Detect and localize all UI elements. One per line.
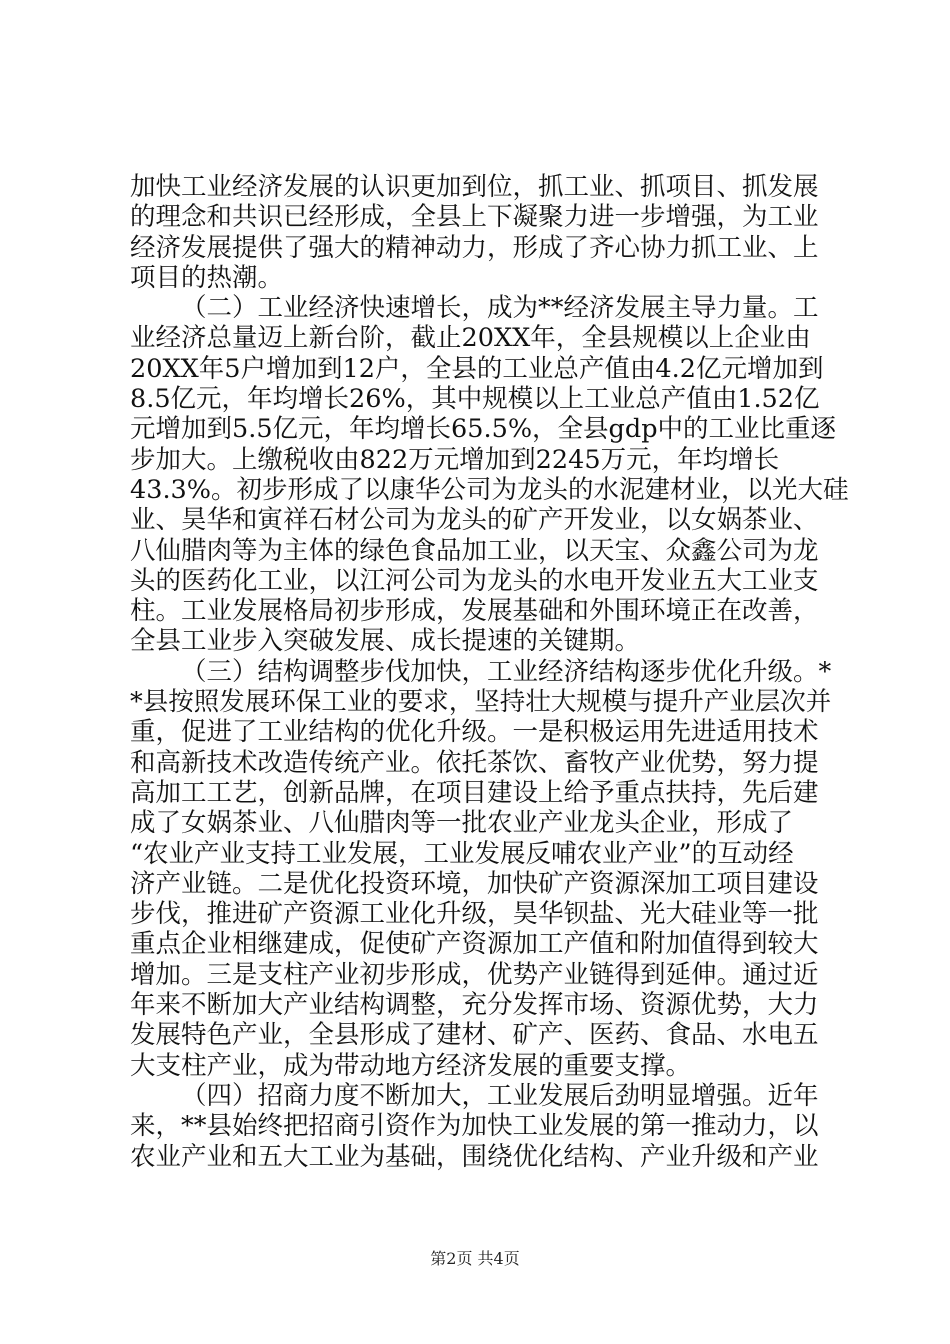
text-line: 步伐，推进矿产资源工业化升级，昊华钡盐、光大硅业等一批 [130,899,819,930]
text-line: 重，促进了工业结构的优化升级。一是积极运用先进适用技术 [130,717,819,748]
text-line: 发展特色产业，全县形成了建材、矿产、医药、食品、水电五 [130,1020,819,1051]
text-line: 成了女娲茶业、八仙腊肉等一批农业产业龙头企业，形成了 [130,808,794,839]
text-line: 重点企业相继建成，促使矿产资源加工产值和附加值得到较大 [130,929,819,960]
text-line: 加快工业经济发展的认识更加到位，抓工业、抓项目、抓发展 [130,172,819,202]
text-line: （二）工业经济快速增长，成为**经济发展主导力量。工 [181,293,819,324]
text-line: （三）结构调整步伐加快，工业经济结构逐步优化升级。* [181,656,832,687]
text-line: 全县工业步入突破发展、成长提速的关键期。 [130,626,641,657]
text-line: 业经济总量迈上新台阶，截止20XX年，全县规模以上企业由 [130,323,811,354]
text-line: “农业产业支持工业发展，工业发展反哺农业产业”的互动经 [130,838,794,869]
text-line: 头的医药化工业，以江河公司为龙头的水电开发业五大工业支 [130,565,819,596]
text-line: 业、昊华和寅祥石材公司为龙头的矿产开发业，以女娲茶业、 [130,505,819,536]
text-line: 43.3%。初步形成了以康华公司为龙头的水泥建材业，以光大硅 [130,474,849,505]
text-line: 8.5亿元，年均增长26%，其中规模以上工业总产值由1.52亿 [130,384,820,415]
text-line: 步加大。上缴税收由822万元增加到2245万元，年均增长 [130,444,780,475]
text-line: 八仙腊肉等为主体的绿色食品加工业，以天宝、众鑫公司为龙 [130,535,819,566]
body-text [130,172,849,1172]
text-line: 和高新技术改造传统产业。依托茶饮、畜牧产业优势，努力提 [130,747,819,778]
text-line: 济产业链。二是优化投资环境，加快矿产资源深加工项目建设 [130,868,819,899]
page-footer: 第2页 共4页 [430,1249,520,1268]
text-line: 高加工工艺，创新品牌，在项目建设上给予重点扶持，先后建 [130,777,819,808]
text-line: 增加。三是支柱产业初步形成，优势产业链得到延伸。通过近 [130,959,819,990]
text-line: 20XX年5户增加到12户，全县的工业总产值由4.2亿元增加到 [130,353,824,384]
text-line: 的理念和共识已经形成，全县上下凝聚力进一步增强，为工业 [130,202,819,233]
text-line: 农业产业和五大工业为基础，围绕优化结构、产业升级和产业 [130,1141,819,1172]
text-line: （四）招商力度不断加大，工业发展后劲明显增强。近年 [181,1080,819,1111]
text-line: *县按照发展环保工业的要求，坚持壮大规模与提升产业层次并 [130,687,832,718]
text-line: 年来不断加大产业结构调整，充分发挥市场、资源优势，大力 [130,990,819,1021]
text-line: 来，**县始终把招商引资作为加快工业发展的第一推动力，以 [130,1111,819,1142]
text-line: 经济发展提供了强大的精神动力，形成了齐心协力抓工业、上 [130,232,819,263]
text-line: 元增加到5.5亿元，年均增长65.5%，全县gdp中的工业比重逐 [130,414,837,445]
text-line: 项目的热潮。 [130,262,284,293]
text-line: 大支柱产业，成为带动地方经济发展的重要支撑。 [130,1050,692,1081]
text-line: 柱。工业发展格局初步形成，发展基础和外围环境正在改善， [130,596,819,627]
